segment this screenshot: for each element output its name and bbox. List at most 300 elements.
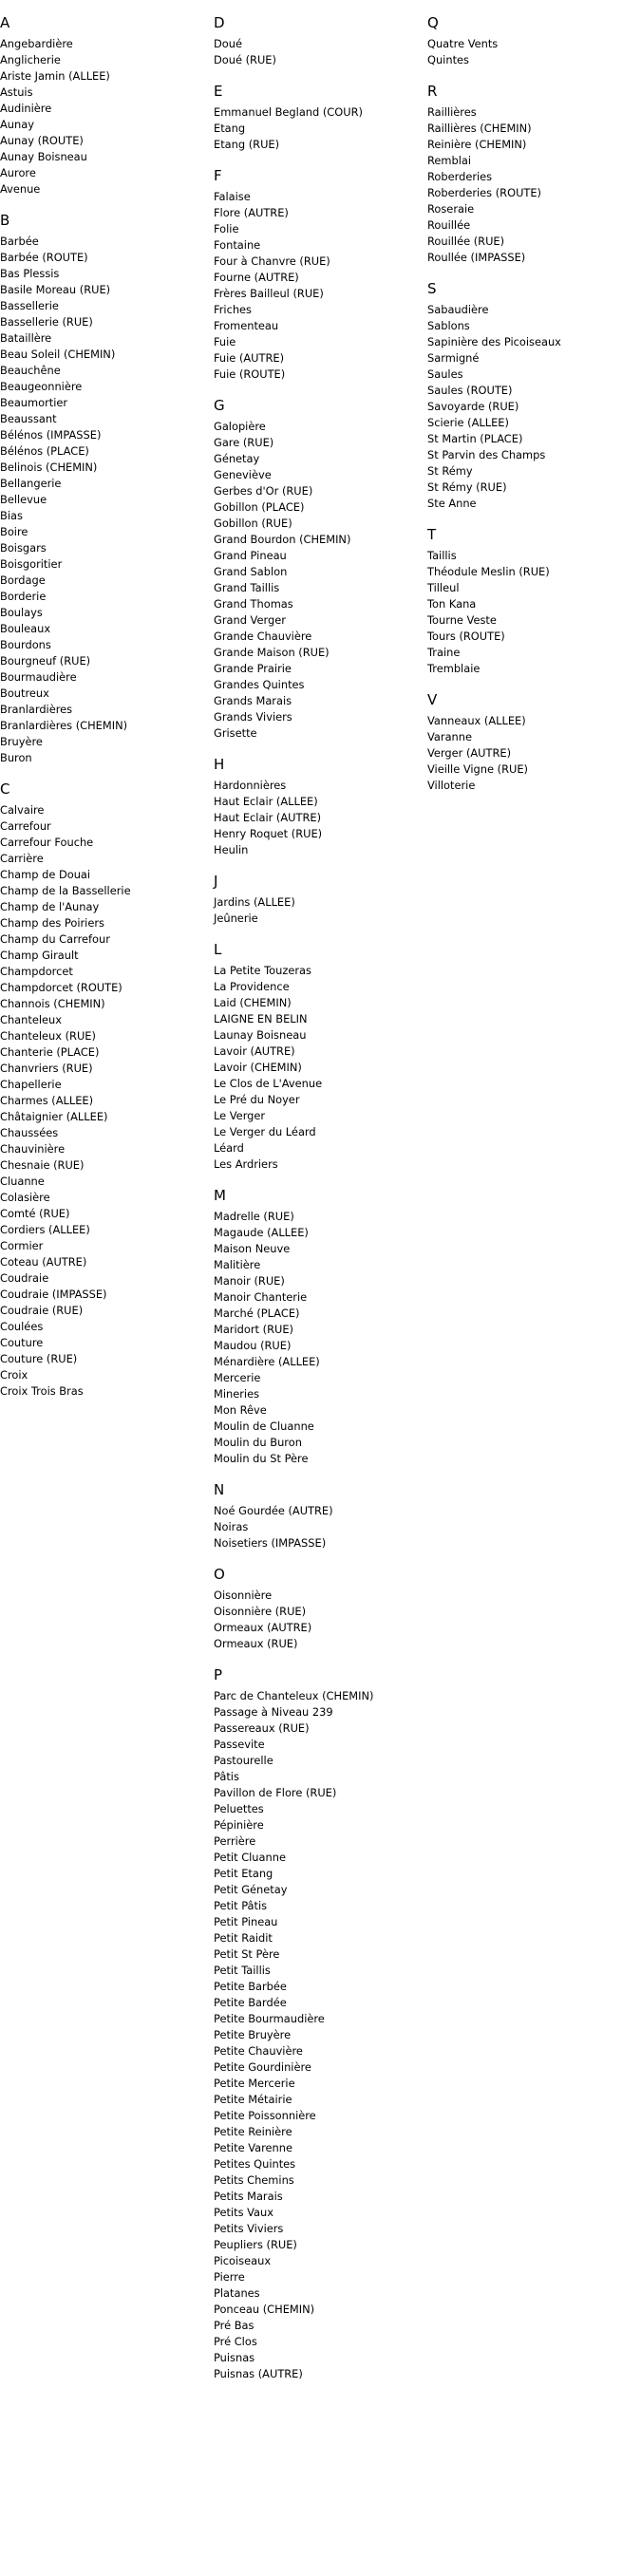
letter-heading: E: [214, 83, 223, 100]
letter-heading: O: [214, 1566, 225, 1583]
street-name: Pavillon de Flore (RUE): [214, 1786, 337, 1799]
street-name: Le Clos de L'Avenue: [214, 1077, 323, 1090]
street-name: Petite Bardée: [214, 1996, 287, 2009]
street-name: Lavoir (CHEMIN): [214, 1061, 302, 1074]
street-name: Coudraie (RUE): [0, 1304, 84, 1317]
street-name: Boisgars: [0, 541, 47, 555]
street-name: Etang: [214, 122, 246, 135]
street-name: Les Ardriers: [214, 1157, 278, 1171]
street-name: Petite Gourdinière: [214, 2060, 311, 2074]
street-name: Tilleul: [427, 581, 460, 594]
street-name: Coulées: [0, 1320, 44, 1333]
street-name: Geneviève: [214, 468, 272, 481]
street-name: Haut Eclair (ALLEE): [214, 795, 318, 808]
street-name: Châtaignier (ALLEE): [0, 1110, 108, 1123]
street-name: Moulin de Cluanne: [214, 1420, 314, 1433]
letter-heading: S: [427, 280, 437, 297]
street-name: Petite Métairie: [214, 2093, 292, 2106]
street-name: Tremblaie: [427, 662, 481, 675]
street-name: Basile Moreau (RUE): [0, 283, 111, 296]
street-name: Ton Kana: [427, 597, 477, 611]
street-name: Couture (RUE): [0, 1352, 78, 1365]
letter-group-b: [0, 211, 209, 766]
street-name: Fuie (ROUTE): [214, 367, 286, 381]
street-list: [214, 189, 423, 383]
street-name: Boulays: [0, 606, 43, 619]
street-name: Carrière: [0, 852, 44, 865]
letter-group-t: [427, 525, 636, 677]
street-name: Carrefour: [0, 819, 51, 833]
street-name: La Petite Touzeras: [214, 964, 311, 977]
street-name: Bassellerie (RUE): [0, 315, 93, 329]
street-name: Laid (CHEMIN): [214, 996, 292, 1009]
street-name: Boisgoritier: [0, 557, 63, 571]
street-name: Flore (AUTRE): [214, 206, 289, 219]
street-name: Aunay: [0, 118, 34, 131]
street-list: [214, 36, 423, 68]
street-name: Puisnas (AUTRE): [214, 2367, 303, 2380]
street-name: Frères Bailleul (RUE): [214, 287, 324, 300]
letter-group-n: [214, 1480, 423, 1551]
letter-heading: N: [214, 1481, 225, 1498]
street-name: Parc de Chanteleux (CHEMIN): [214, 1689, 374, 1702]
street-name: Doué: [214, 37, 242, 50]
street-name: Fuie (AUTRE): [214, 351, 285, 365]
letter-heading: R: [427, 83, 438, 100]
street-name: Jeûnerie: [214, 912, 258, 925]
street-name: Beauchêne: [0, 364, 61, 377]
street-name: Savoyarde (RUE): [427, 400, 519, 413]
street-name: Grande Maison (RUE): [214, 646, 330, 659]
street-name: Gare (RUE): [214, 436, 274, 449]
street-name: Le Verger du Léard: [214, 1125, 316, 1138]
street-name: Champ de la Bassellerie: [0, 884, 131, 897]
street-name: Roseraie: [427, 202, 475, 216]
street-name: Henry Roquet (RUE): [214, 827, 323, 840]
street-name: Aurore: [0, 166, 36, 179]
street-name: Bouleaux: [0, 622, 51, 635]
street-name: Emmanuel Begland (COUR): [214, 105, 363, 119]
street-name: Petite Poissonnière: [214, 2109, 316, 2122]
street-name: Fontaine: [214, 238, 261, 252]
street-name: Petite Bruyère: [214, 2028, 292, 2041]
street-list: [0, 36, 209, 197]
street-name: St Parvin des Champs: [427, 448, 546, 461]
street-name: Raillières (CHEMIN): [427, 122, 532, 135]
street-name: Gobillon (RUE): [214, 517, 292, 530]
street-name: Cordiers (ALLEE): [0, 1223, 90, 1236]
street-name: Doué (RUE): [214, 53, 276, 66]
street-name: Magaude (ALLEE): [214, 1226, 309, 1239]
street-name: Coudraie (IMPASSE): [0, 1288, 107, 1301]
street-name: Chanteleux (RUE): [0, 1029, 96, 1043]
street-name: Sarmigné: [427, 351, 480, 365]
street-name: Grand Sablon: [214, 565, 288, 578]
street-name: Champdorcet (ROUTE): [0, 981, 123, 994]
street-name: Picoiseaux: [214, 2254, 272, 2267]
letter-heading: M: [214, 1187, 226, 1204]
street-name: Vanneaux (ALLEE): [427, 714, 526, 727]
street-list: [427, 302, 636, 512]
street-name: Traine: [427, 646, 461, 659]
street-name: Coteau (AUTRE): [0, 1255, 87, 1269]
street-name: Platanes: [214, 2286, 260, 2300]
street-name: Launay Boisneau: [214, 1028, 307, 1042]
street-name: Fuie: [214, 335, 236, 348]
street-name: Petite Mercerie: [214, 2077, 295, 2090]
street-name: Verger (AUTRE): [427, 746, 512, 760]
street-name: Chanvriers (RUE): [0, 1062, 93, 1075]
letter-heading: F: [214, 167, 222, 184]
street-name: Folie: [214, 222, 239, 235]
street-list: [214, 778, 423, 858]
street-name: Ormeaux (RUE): [214, 1637, 298, 1650]
street-list: [214, 894, 423, 927]
street-column-1: [0, 0, 209, 1413]
street-name: Petits Marais: [214, 2190, 283, 2203]
street-name: Noisetiers (IMPASSE): [214, 1536, 327, 1550]
street-name: Barbée: [0, 235, 39, 248]
street-name: Grand Pineau: [214, 549, 287, 562]
street-name: Ménardière (ALLEE): [214, 1355, 320, 1368]
street-name: Champ de l'Aunay: [0, 900, 100, 913]
street-name: Grande Prairie: [214, 662, 292, 675]
street-name: Noé Gourdée (AUTRE): [214, 1504, 333, 1517]
street-name: Petit St Père: [214, 1947, 280, 1961]
letter-heading: B: [0, 212, 10, 229]
street-name: Petit Raidit: [214, 1931, 273, 1945]
street-name: Quintes: [427, 53, 469, 66]
letter-group-a: [0, 13, 209, 197]
street-name: Petits Chemins: [214, 2173, 294, 2187]
street-name: Petit Cluanne: [214, 1851, 286, 1864]
street-name: Croix: [0, 1368, 28, 1382]
letter-group-m: [214, 1186, 423, 1467]
letter-heading: G: [214, 397, 225, 414]
street-name: Bélénos (IMPASSE): [0, 428, 102, 442]
street-list: [214, 963, 423, 1173]
street-name: Grand Taillis: [214, 581, 280, 594]
letter-group-l: [214, 940, 423, 1173]
street-name: Petite Varenne: [214, 2141, 292, 2154]
street-name: Petite Barbée: [214, 1980, 287, 1993]
letter-heading: A: [0, 14, 10, 31]
street-name: Tours (ROUTE): [427, 630, 505, 643]
street-name: Beaugeonnière: [0, 380, 83, 393]
street-name: Rouillée: [427, 218, 471, 232]
street-name: Varanne: [427, 730, 472, 743]
letter-group-p: [214, 1665, 423, 2382]
street-name: Chapellerie: [0, 1078, 62, 1091]
street-name: Anglicherie: [0, 53, 61, 66]
street-name: Avenue: [0, 182, 41, 196]
street-name: Borderie: [0, 590, 47, 603]
street-list: [214, 104, 423, 153]
street-name: Bas Plessis: [0, 267, 60, 280]
street-name: Champ de Douai: [0, 868, 91, 881]
letter-group-q: [427, 13, 636, 68]
street-name: Bassellerie: [0, 299, 59, 312]
letter-group-o: [214, 1565, 423, 1652]
street-name: Boire: [0, 525, 28, 538]
street-name: Croix Trois Bras: [0, 1384, 84, 1398]
street-name: Mon Rêve: [214, 1403, 267, 1417]
letter-heading: P: [214, 1666, 223, 1683]
street-name: Colasière: [0, 1191, 50, 1204]
street-name: Petit Etang: [214, 1867, 273, 1880]
street-name: Gerbes d'Or (RUE): [214, 484, 313, 498]
street-name: Villoterie: [427, 779, 476, 792]
street-list: [214, 419, 423, 742]
street-name: Petit Pâtis: [214, 1899, 268, 1912]
street-name: Cluanne: [0, 1175, 45, 1188]
street-name: Bourgneuf (RUE): [0, 654, 91, 668]
street-name: Etang (RUE): [214, 138, 280, 151]
street-name: Chanterie (PLACE): [0, 1045, 100, 1059]
street-list: [427, 36, 636, 68]
street-name: Léard: [214, 1141, 244, 1155]
street-name: Bellevue: [0, 493, 47, 506]
street-name: Champ des Poiriers: [0, 916, 104, 930]
letter-heading: D: [214, 14, 225, 31]
street-name: Passage à Niveau 239: [214, 1705, 333, 1719]
street-name: Fromenteau: [214, 319, 279, 332]
street-name: Bellangerie: [0, 477, 62, 490]
street-name: Puisnas: [214, 2351, 255, 2364]
street-name: Hardonnières: [214, 779, 287, 792]
street-name: Ormeaux (AUTRE): [214, 1621, 312, 1634]
letter-group-e: [214, 82, 423, 153]
street-name: Champ du Carrefour: [0, 932, 110, 946]
street-name: Beau Soleil (CHEMIN): [0, 348, 116, 361]
street-name: Raillières: [427, 105, 477, 119]
street-name: Petit Génetay: [214, 1883, 288, 1896]
street-name: Peluettes: [214, 1802, 264, 1815]
street-name: Vieille Vigne (RUE): [427, 762, 528, 776]
street-name: Belinois (CHEMIN): [0, 461, 98, 474]
street-name: Madrelle (RUE): [214, 1210, 294, 1223]
street-name: Pierre: [214, 2270, 245, 2284]
street-name: LAIGNE EN BELIN: [214, 1012, 308, 1025]
street-name: St Rémy (RUE): [427, 480, 507, 494]
street-name: Petite Bourmaudière: [214, 2012, 325, 2025]
letter-heading: C: [0, 780, 10, 798]
street-name: Petit Pineau: [214, 1915, 278, 1928]
letter-group-j: [214, 872, 423, 927]
street-name: Manoir (RUE): [214, 1274, 285, 1288]
street-name: Passevite: [214, 1738, 265, 1751]
street-name: Fourne (AUTRE): [214, 271, 299, 284]
street-name: Couture: [0, 1336, 44, 1349]
street-name: Oisonnière (RUE): [214, 1605, 307, 1618]
letter-group-c: [0, 780, 209, 1400]
street-name: Roberderies (ROUTE): [427, 186, 542, 199]
street-name: Pâtis: [214, 1770, 239, 1783]
street-name: Angebardière: [0, 37, 73, 50]
street-list: [214, 1209, 423, 1467]
street-name: Saules: [427, 367, 463, 381]
letter-heading: J: [214, 873, 218, 890]
street-name: Four à Chanvre (RUE): [214, 254, 330, 268]
street-name: Chauvinière: [0, 1142, 66, 1156]
street-list: [0, 802, 209, 1400]
street-name: Friches: [214, 303, 252, 316]
street-name: Passereaux (RUE): [214, 1721, 310, 1735]
street-name: Chesnaie (RUE): [0, 1158, 85, 1172]
street-name: Maison Neuve: [214, 1242, 291, 1255]
street-name: Bourdons: [0, 638, 51, 651]
street-name: Beaussant: [0, 412, 57, 425]
street-name: Aunay (ROUTE): [0, 134, 84, 147]
street-name: Théodule Meslin (RUE): [427, 565, 550, 578]
letter-group-f: [214, 166, 423, 383]
street-list: [427, 713, 636, 794]
street-name: Boutreux: [0, 686, 49, 700]
street-name: Branlardières (CHEMIN): [0, 719, 128, 732]
street-name: Grisette: [214, 726, 257, 740]
street-name: Bélénos (PLACE): [0, 444, 89, 458]
street-name: Champ Girault: [0, 949, 79, 962]
letter-heading: Q: [427, 14, 439, 31]
street-name: Moulin du St Père: [214, 1452, 309, 1465]
street-name: Rouillée (RUE): [427, 235, 505, 248]
street-name: Chanteleux: [0, 1013, 62, 1026]
street-name: Malitière: [214, 1258, 261, 1271]
letter-group-s: [427, 279, 636, 512]
street-name: Grande Chauvière: [214, 630, 312, 643]
letter-heading: T: [427, 526, 437, 543]
street-name: Tourne Veste: [427, 613, 497, 627]
street-name: Grand Verger: [214, 613, 286, 627]
street-name: Petite Reinière: [214, 2125, 292, 2138]
street-name: Mercerie: [214, 1371, 261, 1384]
street-name: Petite Chauvière: [214, 2044, 303, 2058]
street-name: Peupliers (RUE): [214, 2238, 297, 2251]
street-name: Buron: [0, 751, 32, 764]
street-name: Gobillon (PLACE): [214, 500, 305, 514]
street-name: Comté (RUE): [0, 1207, 70, 1220]
street-name: Mineries: [214, 1387, 260, 1401]
street-name: Taillis: [427, 549, 457, 562]
street-name: Grand Bourdon (CHEMIN): [214, 533, 351, 546]
street-name: Beaumortier: [0, 396, 68, 409]
street-name: St Rémy: [427, 464, 473, 478]
street-name: Manoir Chanterie: [214, 1290, 308, 1304]
street-column-2: [214, 0, 423, 2396]
street-name: Champdorcet: [0, 965, 73, 978]
street-list: [214, 1503, 423, 1551]
letter-heading: L: [214, 941, 222, 958]
street-name: Grandes Quintes: [214, 678, 305, 691]
street-name: Galopière: [214, 420, 266, 433]
street-name: Remblai: [427, 154, 472, 167]
street-name: Saules (ROUTE): [427, 384, 513, 397]
street-name: Heulin: [214, 843, 249, 856]
street-name: Moulin du Buron: [214, 1436, 302, 1449]
street-name: Le Verger: [214, 1109, 266, 1122]
street-name: Le Pré du Noyer: [214, 1093, 300, 1106]
street-name: Channois (CHEMIN): [0, 997, 105, 1010]
street-name: Pépinière: [214, 1818, 264, 1832]
street-name: Carrefour Fouche: [0, 836, 94, 849]
street-name: Scierie (ALLEE): [427, 416, 509, 429]
street-name: Pré Clos: [214, 2335, 257, 2348]
letter-group-h: [214, 755, 423, 858]
street-name: Ponceau (CHEMIN): [214, 2303, 315, 2316]
letter-group-v: [427, 690, 636, 794]
street-name: Bias: [0, 509, 23, 522]
street-name: Pré Bas: [214, 2319, 255, 2332]
street-name: Branlardières: [0, 703, 73, 716]
street-name: Bourmaudière: [0, 670, 77, 684]
street-name: Noiras: [214, 1520, 249, 1533]
street-name: Maridort (RUE): [214, 1323, 293, 1336]
street-name: Marché (PLACE): [214, 1307, 300, 1320]
street-name: Maudou (RUE): [214, 1339, 292, 1352]
street-name: Pastourelle: [214, 1754, 273, 1767]
street-name: Sabaudière: [427, 303, 489, 316]
street-name: Lavoir (AUTRE): [214, 1044, 295, 1058]
street-name: Quatre Vents: [427, 37, 499, 50]
street-list: [214, 1688, 423, 2382]
street-name: Grand Thomas: [214, 597, 293, 611]
letter-heading: H: [214, 756, 225, 773]
street-name: St Martin (PLACE): [427, 432, 523, 445]
street-name: Coudraie: [0, 1271, 49, 1285]
letter-group-r: [427, 82, 636, 266]
street-name: La Providence: [214, 980, 290, 993]
street-name: Roberderies: [427, 170, 493, 183]
street-name: Petits Vaux: [214, 2206, 273, 2219]
street-name: Oisonnière: [214, 1589, 273, 1602]
street-name: Falaise: [214, 190, 251, 203]
street-name: Génetay: [214, 452, 260, 465]
street-name: Charmes (ALLEE): [0, 1094, 94, 1107]
street-name: Bataillère: [0, 331, 52, 345]
street-name: Astuis: [0, 85, 33, 99]
street-column-3: [427, 0, 636, 807]
street-list: [427, 548, 636, 677]
street-name: Grands Viviers: [214, 710, 292, 724]
letter-heading: V: [427, 691, 438, 708]
street-name: Reinière (CHEMIN): [427, 138, 527, 151]
street-list: [214, 1588, 423, 1652]
street-name: Haut Eclair (AUTRE): [214, 811, 322, 824]
street-name: Bordage: [0, 573, 46, 587]
street-name: Roullée (IMPASSE): [427, 251, 526, 264]
letter-group-d: [214, 13, 423, 68]
street-name: Perrière: [214, 1834, 256, 1848]
street-name: Chaussées: [0, 1126, 59, 1139]
street-name: Calvaire: [0, 803, 45, 817]
letter-group-g: [214, 396, 423, 742]
street-name: Grands Marais: [214, 694, 292, 707]
street-name: Bruyère: [0, 735, 43, 748]
street-name: Aunay Boisneau: [0, 150, 87, 163]
street-name: Ariste Jamin (ALLEE): [0, 69, 110, 83]
street-list: [0, 234, 209, 766]
street-name: Petites Quintes: [214, 2157, 296, 2171]
street-name: Barbée (ROUTE): [0, 251, 88, 264]
street-name: Cormier: [0, 1239, 44, 1252]
street-name: Petits Viviers: [214, 2222, 284, 2235]
street-list: [427, 104, 636, 266]
street-name: Sablons: [427, 319, 470, 332]
street-name: Ste Anne: [427, 497, 477, 510]
street-name: Petit Taillis: [214, 1964, 271, 1977]
street-name: Audinière: [0, 102, 52, 115]
street-name: Sapinière des Picoiseaux: [427, 335, 561, 348]
